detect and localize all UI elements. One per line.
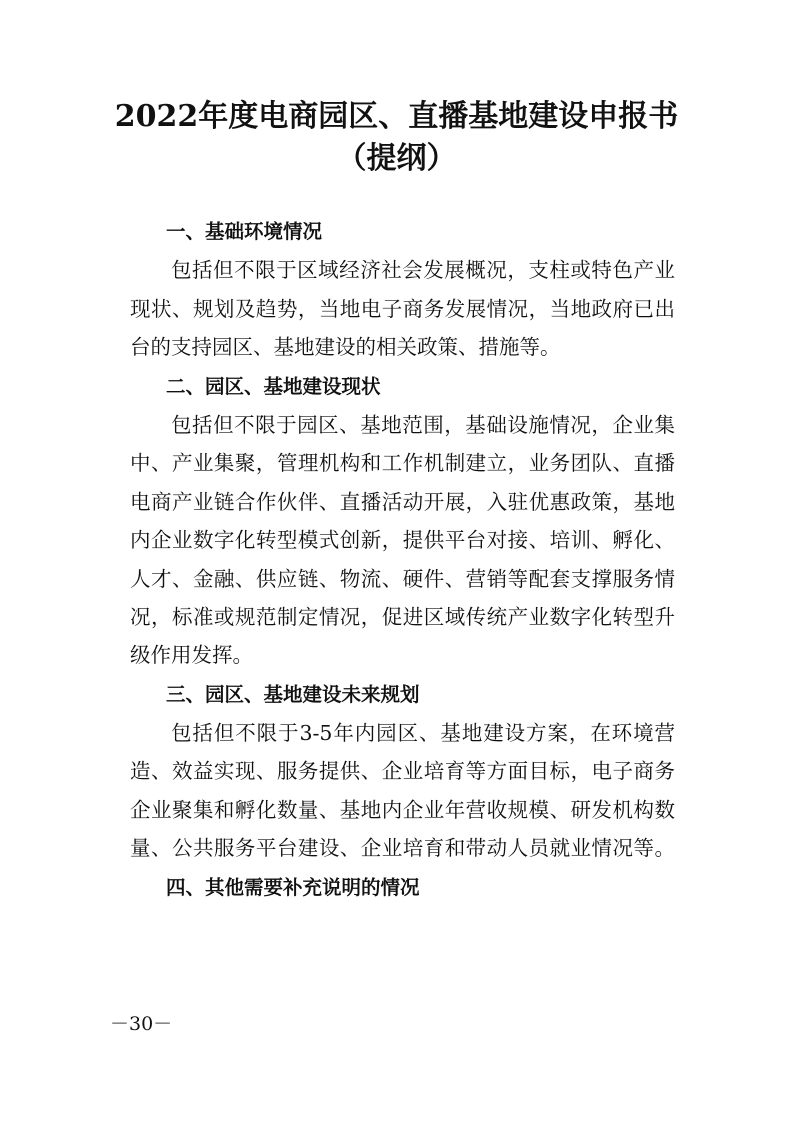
paragraph-line: 电商产业链合作伙伴、直播活动开展，入驻优惠政策，基地 — [130, 489, 675, 514]
paragraph-line: 造、效益实现、服务提供、企业培育等方面目标，电子商务 — [130, 759, 675, 784]
section-heading: 三、园区、基地建设未来规划 — [166, 682, 420, 706]
paragraph-line: 包括但不限于区域经济社会发展概况，支柱或特色产业 — [171, 258, 675, 283]
section-future-plan — [130, 676, 675, 868]
paragraph-line: 包括但不限于3-5年内园区、基地建设方案，在环境营 — [171, 721, 675, 746]
section-current-status — [130, 368, 675, 675]
paragraph-line: 内企业数字化转型模式创新，提供平台对接、培训、孵化、 — [130, 528, 675, 553]
paragraph-line: 台的支持园区、基地建设的相关政策、措施等。 — [130, 335, 561, 360]
section-heading: 四、其他需要补充说明的情况 — [166, 875, 420, 899]
paragraph-line: 包括但不限于园区、基地范围，基础设施情况，企业集 — [171, 412, 675, 437]
paragraph-line: 量、公共服务平台建设、企业培育和带动人员就业情况等。 — [130, 836, 675, 861]
paragraph-line: 况，标准或规范制定情况，促进区域传统产业数字化转型升 — [130, 604, 675, 629]
paragraph-line: 现状、规划及趋势，当地电子商务发展情况，当地政府已出 — [130, 296, 675, 321]
document-body — [130, 212, 675, 907]
paragraph-line: 中、产业集聚，管理机构和工作机制建立，业务团队、直播 — [130, 451, 675, 476]
section-other-notes — [130, 869, 675, 907]
paragraph-line: 企业聚集和孵化数量、基地内企业年营收规模、研发机构数 — [130, 797, 675, 822]
paragraph-line: 人才、金融、供应链、物流、硬件、营销等配套支撑服务情 — [130, 566, 675, 591]
section-heading: 二、园区、基地建设现状 — [166, 374, 381, 398]
document-title: 2022年度电商园区、直播基地建设申报书 — [114, 99, 679, 134]
section-basic-environment — [130, 213, 675, 367]
section-heading: 一、基础环境情况 — [166, 220, 323, 243]
paragraph-line: 级作用发挥。 — [130, 643, 253, 668]
document-subtitle: （提纲） — [336, 141, 457, 176]
page-number: －30－ — [110, 1013, 173, 1035]
